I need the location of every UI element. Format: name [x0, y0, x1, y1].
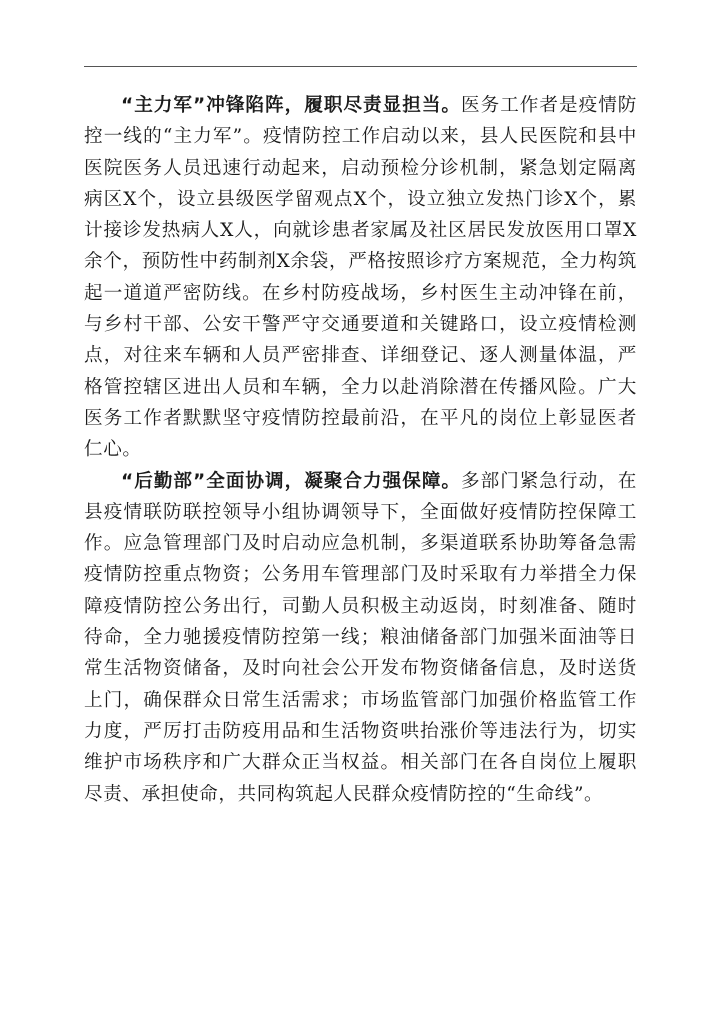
- paragraph-body: 医务工作者是疫情防控一线的“主力军”。疫情防控工作启动以来，县人民医院和县中医院医务人员迅速行动起来，启动预检分诊机制，紧急划定隔离病区X个，设立县级医学留观点X个，设立独立发热门诊X个，累计接诊发热病人X人，向就诊患者家属及社区居民发放医用口罩X余个，预防性中药制剂X余袋，严格按照诊疗方案规范，全力构筑起一道道严密防线。在乡村防疫战场，乡村医生主动冲锋在前，与乡村干部、公安干警严守交通要道和关键路口，设立疫情检测点，对往来车辆和人员严密排查、详细登记、逐人测量体温，严格管控辖区进出人员和车辆，全力以赴消除潜在传播风险。广大医务工作者默默坚守疫情防控最前沿，在平凡的岗位上彰显医者仁心。: [84, 95, 637, 461]
- paragraph-body: 多部门紧急行动，在县疫情联防联控领导小组协调领导下，全面做好疫情防控保障工作。应急管理部门及时启动应急机制，多渠道联系协助筹备急需疫情防控重点物资；公务用车管理部门及时采取有力举措全力保障疫情防控公务出行，司勤人员积极主动返岗，时刻准备、随时待命，全力驰援疫情防控第一线；粮油储备部门加强米面油等日常生活物资储备，及时向社会公开发布物资储备信息，及时送货上门，确保群众日常生活需求；市场监管部门加强价格监管工作力度，严厉打击防疫用品和生活物资哄抬涨价等违法行为，切实维护市场秩序和广大群众正当权益。相关部门在各自岗位上履职尽责、承担使命，共同构筑起人民群众疫情防控的“生命线”。: [84, 470, 637, 805]
- body-text: [84, 90, 637, 810]
- header-rule: [84, 66, 637, 67]
- paragraph-main-force: [84, 90, 637, 466]
- paragraph-lead: “主力军”冲锋陷阵，履职尽责显担当。: [121, 95, 462, 116]
- paragraph-logistics: [84, 466, 637, 810]
- paragraph-lead: “后勤部”全面协调，凝聚合力强保障。: [121, 470, 462, 492]
